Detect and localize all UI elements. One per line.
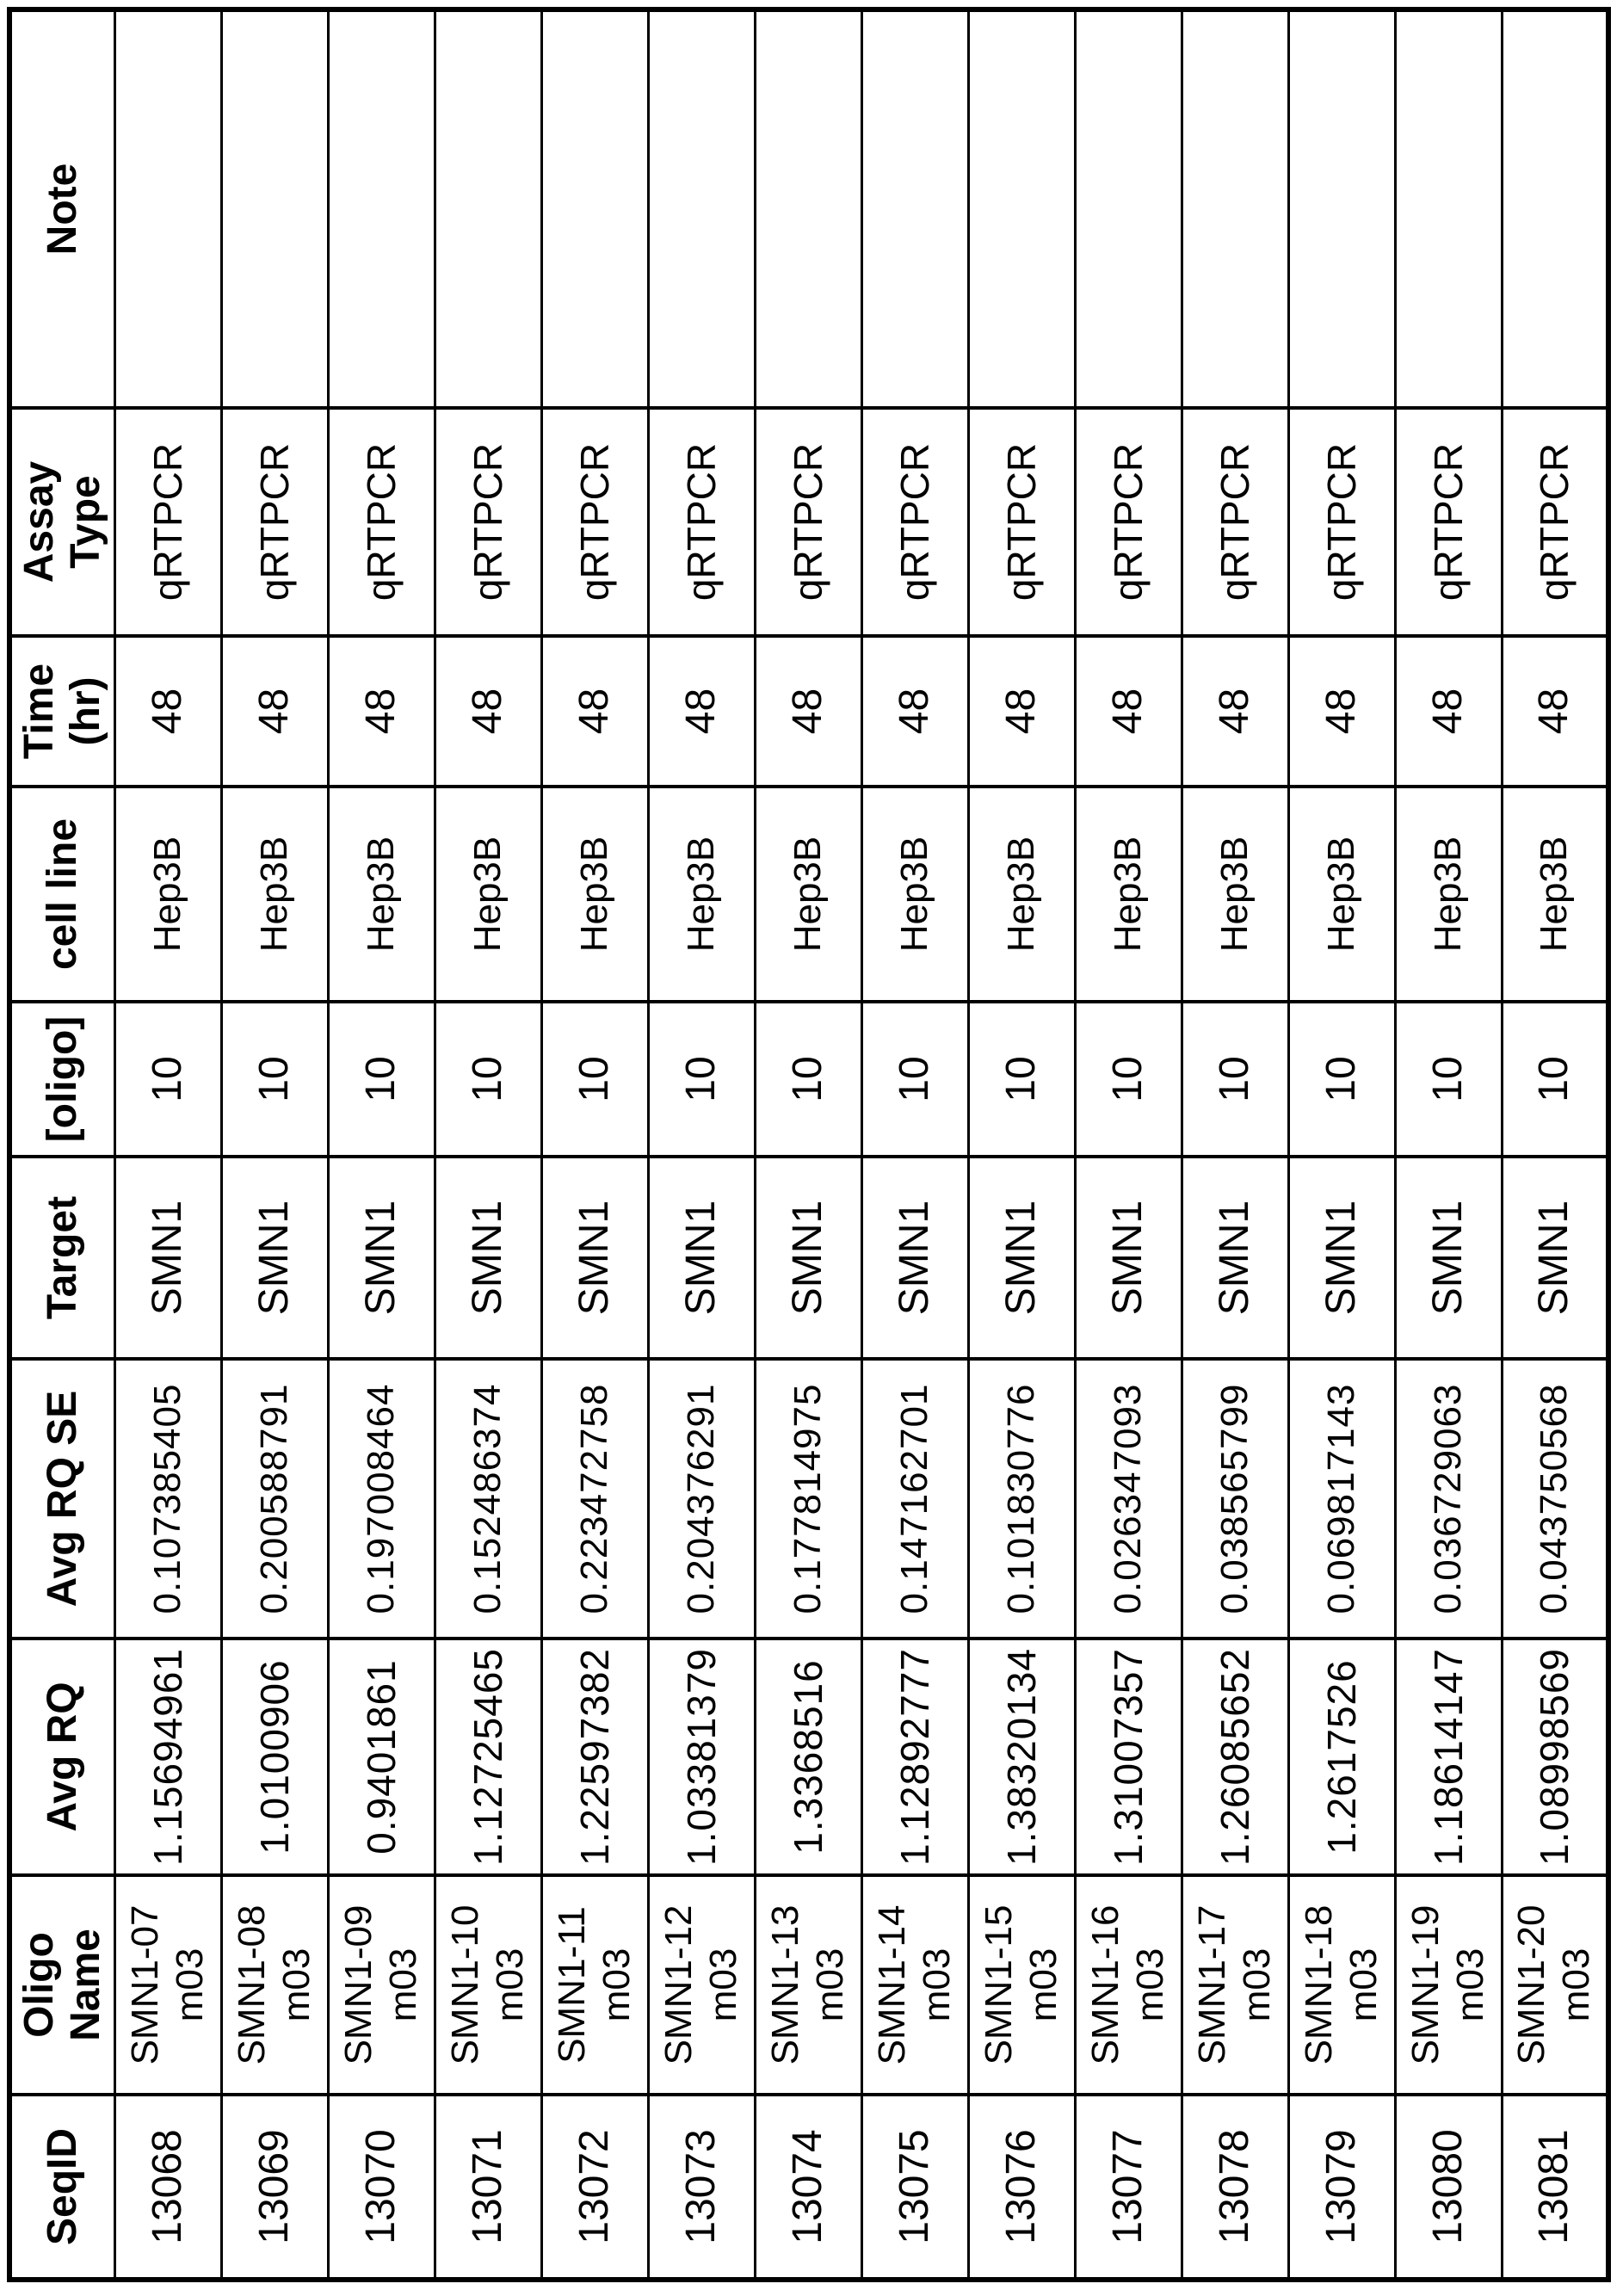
cell-avg_rq: 0.9401861 xyxy=(328,1639,435,1875)
cell-avg_rq: 1.26085652 xyxy=(1182,1639,1288,1875)
cell-note xyxy=(221,9,328,408)
cell-line: m03 xyxy=(596,1947,638,2022)
column-header-label: Time xyxy=(15,663,62,760)
cell-time_hr: 48 xyxy=(968,636,1075,787)
cell-avg_rq_se: 0.147162701 xyxy=(861,1359,968,1639)
cell-avg_rq_se: 0.107385405 xyxy=(114,1359,221,1639)
column-header-oligo_name xyxy=(9,1875,114,2095)
cell-line: SMN1-16 xyxy=(1084,1904,1126,2065)
cell-oligo_name xyxy=(755,1875,861,2095)
column-header-avg_rq xyxy=(9,1639,114,1875)
cell-oligo_conc: 10 xyxy=(221,1002,328,1157)
cell-cell_line: Hep3B xyxy=(1075,787,1182,1002)
cell-avg_rq_se: 0.200588791 xyxy=(221,1359,328,1639)
cell-seqid: 13072 xyxy=(541,2095,648,2280)
cell-time_hr: 48 xyxy=(328,636,435,787)
table-row-13075 xyxy=(861,9,968,2280)
cell-assay_type: qRTPCR xyxy=(1395,408,1502,636)
cell-oligo_conc: 10 xyxy=(435,1002,541,1157)
cell-cell_line: Hep3B xyxy=(541,787,648,1002)
cell-time_hr: 48 xyxy=(1395,636,1502,787)
cell-line: SMN1-14 xyxy=(871,1904,913,2065)
cell-note xyxy=(1182,9,1288,408)
cell-oligo_conc: 10 xyxy=(1502,1002,1608,1157)
cell-avg_rq_se: 0.043750568 xyxy=(1502,1359,1608,1639)
cell-time_hr: 48 xyxy=(1288,636,1395,787)
cell-assay_type: qRTPCR xyxy=(1502,408,1608,636)
cell-line: m03 xyxy=(1342,1947,1385,2022)
cell-avg_rq: 1.12725465 xyxy=(435,1639,541,1875)
cell-line: SMN1-11 xyxy=(551,1906,593,2064)
cell-cell_line: Hep3B xyxy=(328,787,435,1002)
cell-target: SMN1 xyxy=(648,1157,755,1359)
cell-note xyxy=(968,9,1075,408)
cell-line: SMN1-13 xyxy=(764,1904,806,2065)
cell-seqid: 13078 xyxy=(1182,2095,1288,2280)
cell-time_hr: 48 xyxy=(221,636,328,787)
cell-oligo_name xyxy=(1075,1875,1182,2095)
cell-line: m03 xyxy=(702,1947,744,2022)
cell-note xyxy=(755,9,861,408)
cell-oligo_name xyxy=(648,1875,755,2095)
column-header-time_hr xyxy=(9,636,114,787)
cell-line: SMN1-17 xyxy=(1191,1904,1233,2065)
cell-avg_rq: 1.38320134 xyxy=(968,1639,1075,1875)
cell-time_hr: 48 xyxy=(861,636,968,787)
cell-line: SMN1-20 xyxy=(1510,1904,1553,2065)
cell-target: SMN1 xyxy=(114,1157,221,1359)
cell-assay_type: qRTPCR xyxy=(861,408,968,636)
cell-assay_type: qRTPCR xyxy=(1288,408,1395,636)
column-header-oligo_conc xyxy=(9,1002,114,1157)
cell-oligo_name xyxy=(221,1875,328,2095)
table-row-13071 xyxy=(435,9,541,2280)
column-header-label: Avg RQ xyxy=(39,1682,85,1832)
cell-avg_rq_se: 0.152486374 xyxy=(435,1359,541,1639)
table-row-13073 xyxy=(648,9,755,2280)
cell-target: SMN1 xyxy=(435,1157,541,1359)
cell-time_hr: 48 xyxy=(755,636,861,787)
cell-assay_type: qRTPCR xyxy=(968,408,1075,636)
cell-cell_line: Hep3B xyxy=(221,787,328,1002)
header-row xyxy=(9,9,114,2280)
cell-cell_line: Hep3B xyxy=(1395,787,1502,1002)
cell-oligo_conc: 10 xyxy=(1075,1002,1182,1157)
cell-oligo_conc: 10 xyxy=(541,1002,648,1157)
cell-seqid: 13073 xyxy=(648,2095,755,2280)
cell-target: SMN1 xyxy=(1502,1157,1608,1359)
cell-line: SMN1-15 xyxy=(978,1904,1020,2065)
column-header-label: Avg RQ SE xyxy=(39,1390,85,1608)
table-row-13076 xyxy=(968,9,1075,2280)
column-header-seqid xyxy=(9,2095,114,2280)
cell-line: m03 xyxy=(809,1947,851,2022)
column-header-label: (hr) xyxy=(62,676,108,746)
cell-oligo_name xyxy=(435,1875,541,2095)
cell-target: SMN1 xyxy=(755,1157,861,1359)
cell-note xyxy=(541,9,648,408)
cell-target: SMN1 xyxy=(328,1157,435,1359)
table-row-13072 xyxy=(541,9,648,2280)
cell-target: SMN1 xyxy=(1075,1157,1182,1359)
cell-note xyxy=(435,9,541,408)
cell-avg_rq_se: 0.223472758 xyxy=(541,1359,648,1639)
table-row-13081 xyxy=(1502,9,1608,2280)
column-header-note xyxy=(9,9,114,408)
cell-time_hr: 48 xyxy=(541,636,648,787)
cell-oligo_conc: 10 xyxy=(861,1002,968,1157)
cell-oligo_conc: 10 xyxy=(968,1002,1075,1157)
cell-target: SMN1 xyxy=(1288,1157,1395,1359)
cell-avg_rq: 1.03381379 xyxy=(648,1639,755,1875)
cell-cell_line: Hep3B xyxy=(968,787,1075,1002)
cell-note xyxy=(1502,9,1608,408)
cell-cell_line: Hep3B xyxy=(114,787,221,1002)
cell-assay_type: qRTPCR xyxy=(435,408,541,636)
column-header-target xyxy=(9,1157,114,1359)
cell-line: m03 xyxy=(1129,1947,1171,2022)
cell-assay_type: qRTPCR xyxy=(114,408,221,636)
column-header-label: SeqID xyxy=(39,2127,85,2246)
cell-line: SMN1-10 xyxy=(444,1904,486,2065)
cell-oligo_name xyxy=(114,1875,221,2095)
cell-seqid: 13081 xyxy=(1502,2095,1608,2280)
cell-avg_rq_se: 0.101830776 xyxy=(968,1359,1075,1639)
cell-assay_type: qRTPCR xyxy=(221,408,328,636)
cell-avg_rq_se: 0.204376291 xyxy=(648,1359,755,1639)
cell-oligo_conc: 10 xyxy=(1182,1002,1288,1157)
cell-note xyxy=(114,9,221,408)
column-header-label: Oligo xyxy=(15,1932,62,2038)
cell-seqid: 13079 xyxy=(1288,2095,1395,2280)
cell-cell_line: Hep3B xyxy=(648,787,755,1002)
cell-assay_type: qRTPCR xyxy=(755,408,861,636)
cell-target: SMN1 xyxy=(541,1157,648,1359)
cell-line: SMN1-19 xyxy=(1404,1904,1447,2065)
cell-assay_type: qRTPCR xyxy=(328,408,435,636)
cell-oligo_name xyxy=(541,1875,648,2095)
cell-line: m03 xyxy=(1555,1947,1598,2022)
cell-target: SMN1 xyxy=(861,1157,968,1359)
cell-cell_line: Hep3B xyxy=(755,787,861,1002)
cell-line: m03 xyxy=(916,1947,958,2022)
cell-assay_type: qRTPCR xyxy=(1075,408,1182,636)
column-header-cell_line xyxy=(9,787,114,1002)
cell-cell_line: Hep3B xyxy=(861,787,968,1002)
cell-avg_rq_se: 0.038565799 xyxy=(1182,1359,1288,1639)
cell-assay_type: qRTPCR xyxy=(1182,408,1288,636)
cell-oligo_name xyxy=(968,1875,1075,2095)
cell-seqid: 13071 xyxy=(435,2095,541,2280)
cell-oligo_conc: 10 xyxy=(755,1002,861,1157)
cell-time_hr: 48 xyxy=(1502,636,1608,787)
cell-time_hr: 48 xyxy=(435,636,541,787)
cell-avg_rq: 1.18614147 xyxy=(1395,1639,1502,1875)
cell-note xyxy=(1395,9,1502,408)
cell-line: SMN1-12 xyxy=(657,1904,700,2065)
column-header-label: Type xyxy=(62,475,108,569)
table-row-13079 xyxy=(1288,9,1395,2280)
cell-avg_rq_se: 0.177814975 xyxy=(755,1359,861,1639)
results-table xyxy=(7,7,1611,2282)
table-row-13077 xyxy=(1075,9,1182,2280)
cell-cell_line: Hep3B xyxy=(435,787,541,1002)
cell-line: SMN1-09 xyxy=(337,1904,380,2065)
column-header-avg_rq_se xyxy=(9,1359,114,1639)
cell-seqid: 13077 xyxy=(1075,2095,1182,2280)
cell-line: m03 xyxy=(489,1947,531,2022)
cell-oligo_conc: 10 xyxy=(1288,1002,1395,1157)
column-header-label: [oligo] xyxy=(39,1015,85,1143)
cell-seqid: 13080 xyxy=(1395,2095,1502,2280)
cell-time_hr: 48 xyxy=(648,636,755,787)
cell-line: SMN1-08 xyxy=(231,1904,273,2065)
cell-cell_line: Hep3B xyxy=(1182,787,1288,1002)
cell-seqid: 13070 xyxy=(328,2095,435,2280)
table-row-13074 xyxy=(755,9,861,2280)
cell-oligo_name xyxy=(1502,1875,1608,2095)
cell-oligo_name xyxy=(861,1875,968,2095)
cell-target: SMN1 xyxy=(1395,1157,1502,1359)
cell-seqid: 13068 xyxy=(114,2095,221,2280)
cell-cell_line: Hep3B xyxy=(1502,787,1608,1002)
cell-avg_rq: 1.3368516 xyxy=(755,1639,861,1875)
cell-target: SMN1 xyxy=(1182,1157,1288,1359)
column-header-label: Target xyxy=(39,1195,85,1320)
column-header-label: Note xyxy=(39,163,85,256)
cell-oligo_name xyxy=(1182,1875,1288,2095)
column-header-assay_type xyxy=(9,408,114,636)
cell-oligo_name xyxy=(328,1875,435,2095)
cell-line: m03 xyxy=(1449,1947,1491,2022)
table-row-13070 xyxy=(328,9,435,2280)
cell-time_hr: 48 xyxy=(1182,636,1288,787)
cell-time_hr: 48 xyxy=(114,636,221,787)
cell-line: m03 xyxy=(275,1947,318,2022)
cell-target: SMN1 xyxy=(221,1157,328,1359)
cell-oligo_conc: 10 xyxy=(328,1002,435,1157)
cell-assay_type: qRTPCR xyxy=(648,408,755,636)
cell-seqid: 13074 xyxy=(755,2095,861,2280)
cell-note xyxy=(1288,9,1395,408)
cell-oligo_conc: 10 xyxy=(114,1002,221,1157)
cell-avg_rq: 1.15694961 xyxy=(114,1639,221,1875)
cell-avg_rq: 1.22597382 xyxy=(541,1639,648,1875)
cell-line: m03 xyxy=(1236,1947,1278,2022)
cell-line: SMN1-07 xyxy=(124,1904,166,2065)
cell-oligo_conc: 10 xyxy=(1395,1002,1502,1157)
cell-note xyxy=(861,9,968,408)
cell-avg_rq: 1.0100906 xyxy=(221,1639,328,1875)
cell-avg_rq_se: 0.197008464 xyxy=(328,1359,435,1639)
cell-line: m03 xyxy=(1022,1947,1065,2022)
cell-avg_rq: 1.31007357 xyxy=(1075,1639,1182,1875)
cell-avg_rq: 1.08998569 xyxy=(1502,1639,1608,1875)
cell-target: SMN1 xyxy=(968,1157,1075,1359)
cell-note xyxy=(1075,9,1182,408)
cell-line: SMN1-18 xyxy=(1298,1904,1340,2065)
cell-avg_rq_se: 0.069817143 xyxy=(1288,1359,1395,1639)
cell-seqid: 13069 xyxy=(221,2095,328,2280)
cell-cell_line: Hep3B xyxy=(1288,787,1395,1002)
column-header-label: Assay xyxy=(15,460,62,583)
cell-time_hr: 48 xyxy=(1075,636,1182,787)
cell-line: m03 xyxy=(169,1947,211,2022)
cell-assay_type: qRTPCR xyxy=(541,408,648,636)
cell-oligo_name xyxy=(1288,1875,1395,2095)
cell-seqid: 13076 xyxy=(968,2095,1075,2280)
table-row-13078 xyxy=(1182,9,1288,2280)
cell-oligo_name xyxy=(1395,1875,1502,2095)
cell-oligo_conc: 10 xyxy=(648,1002,755,1157)
cell-note xyxy=(648,9,755,408)
cell-avg_rq_se: 0.026347093 xyxy=(1075,1359,1182,1639)
column-header-label: Name xyxy=(62,1929,108,2041)
table-row-13080 xyxy=(1395,9,1502,2280)
cell-seqid: 13075 xyxy=(861,2095,968,2280)
column-header-label: cell line xyxy=(39,818,85,971)
cell-line: m03 xyxy=(382,1947,424,2022)
cell-note xyxy=(328,9,435,408)
table-row-13069 xyxy=(221,9,328,2280)
cell-avg_rq: 1.12892777 xyxy=(861,1639,968,1875)
table-row-13068 xyxy=(114,9,221,2280)
cell-avg_rq: 1.2617526 xyxy=(1288,1639,1395,1875)
cell-avg_rq_se: 0.036729063 xyxy=(1395,1359,1502,1639)
